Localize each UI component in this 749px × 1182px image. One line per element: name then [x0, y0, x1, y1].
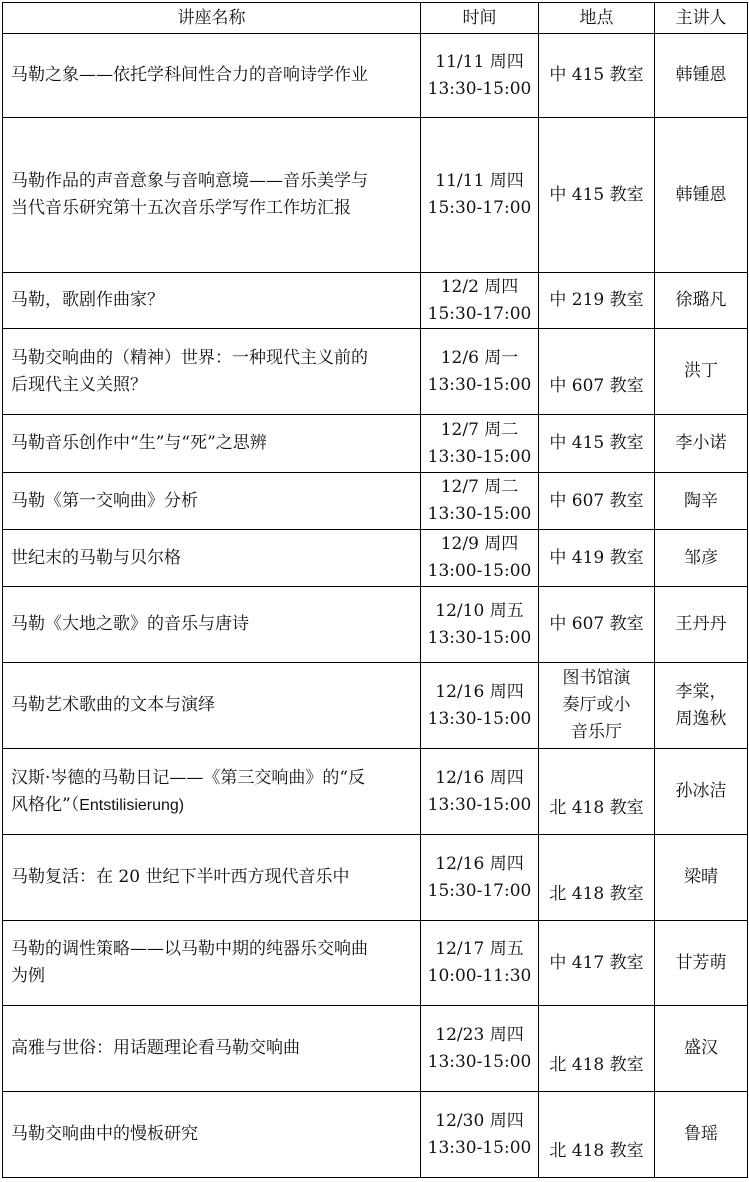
lecture-time: 11/11 周四 15:30-17:00: [421, 118, 539, 273]
lecture-time: 12/6 周一 13:30-15:00: [421, 329, 539, 415]
lecture-location: 北 418 教室: [539, 1092, 655, 1178]
lecture-location: 中 219 教室: [539, 273, 655, 329]
lecture-speaker: 陶辛: [655, 473, 748, 530]
table-row: [3, 273, 748, 329]
lecture-time: 12/10 周五 13:30-15:00: [421, 587, 539, 663]
lecture-title: 马勒音乐创作中“生”与“死”之思辨: [3, 415, 421, 473]
lecture-time: 12/16 周四 15:30-17:00: [421, 835, 539, 921]
lecture-title: 马勒复活：在 20 世纪下半叶西方现代音乐中: [3, 835, 421, 921]
lecture-speaker: 邹彦: [655, 530, 748, 587]
lecture-title: 高雅与世俗：用话题理论看马勒交响曲: [3, 1006, 421, 1092]
lecture-title: 马勒之象——依托学科间性合力的音响诗学作业: [3, 34, 421, 118]
lecture-location: 中 607 教室: [539, 587, 655, 663]
table-row: [3, 663, 748, 749]
lecture-title: 马勒，歌剧作曲家？: [3, 273, 421, 329]
lecture-location: 北 418 教室: [539, 1006, 655, 1092]
table-row: [3, 473, 748, 530]
table-row: [3, 34, 748, 118]
table-row: [3, 530, 748, 587]
lecture-speaker: 甘芳萌: [655, 921, 748, 1006]
header-time: 时间: [421, 3, 539, 34]
lecture-location: 北 418 教室: [539, 835, 655, 921]
lecture-schedule: [2, 2, 747, 1178]
header-location: 地点: [539, 3, 655, 34]
table-row: [3, 749, 748, 835]
lecture-location: 图书馆演 奏厅或小 音乐厅: [539, 663, 655, 749]
lecture-speaker: 梁晴: [655, 835, 748, 921]
lecture-speaker: 洪丁: [655, 329, 748, 415]
lecture-time: 12/23 周四 13:30-15:00: [421, 1006, 539, 1092]
header-row: [3, 3, 748, 34]
lecture-speaker: 徐璐凡: [655, 273, 748, 329]
lecture-location: 中 607 教室: [539, 329, 655, 415]
lecture-speaker: 韩锺恩: [655, 34, 748, 118]
lecture-location: 中 415 教室: [539, 34, 655, 118]
lecture-title: 世纪末的马勒与贝尔格: [3, 530, 421, 587]
table-row: [3, 329, 748, 415]
table-row: [3, 1092, 748, 1178]
lecture-location: 中 415 教室: [539, 415, 655, 473]
table-row: [3, 118, 748, 273]
lecture-time: 12/16 周四 13:30-15:00: [421, 749, 539, 835]
lecture-speaker: 王丹丹: [655, 587, 748, 663]
table-row: [3, 835, 748, 921]
lecture-speaker: 孙冰洁: [655, 749, 748, 835]
table-row: [3, 415, 748, 473]
lecture-title: 马勒《大地之歌》的音乐与唐诗: [3, 587, 421, 663]
header-title: 讲座名称: [3, 3, 421, 34]
lecture-location: 中 607 教室: [539, 473, 655, 530]
lecture-speaker: 李棠， 周逸秋: [655, 663, 748, 749]
lecture-speaker: 韩锺恩: [655, 118, 748, 273]
lecture-time: 12/7 周二 13:30-15:00: [421, 473, 539, 530]
lecture-time: 12/16 周四 13:30-15:00: [421, 663, 539, 749]
title-chinese-part: 风格化”（: [11, 794, 80, 815]
lecture-time: 12/2 周四 15:30-17:00: [421, 273, 539, 329]
lecture-location: 北 418 教室: [539, 749, 655, 835]
lecture-title: 马勒交响曲的（精神）世界：一种现代主义前的 后现代主义关照？: [3, 329, 421, 415]
table-row: [3, 1006, 748, 1092]
title-german-term: Entstilisierung): [79, 796, 185, 814]
lecture-location: 中 419 教室: [539, 530, 655, 587]
lecture-title: 汉斯·岑德的马勒日记——《第三交响曲》的“反 风格化”（Entstilisierung): [3, 749, 421, 835]
lecture-title: 马勒作品的声音意象与音响意境——音乐美学与 当代音乐研究第十五次音乐学写作工作坊汇报: [3, 118, 421, 273]
lecture-title: 马勒的调性策略——以马勒中期的纯器乐交响曲 为例: [3, 921, 421, 1006]
lecture-title: 马勒艺术歌曲的文本与演绎: [3, 663, 421, 749]
lecture-time: 12/30 周四 13:30-15:00: [421, 1092, 539, 1178]
table-row: [3, 587, 748, 663]
lecture-table: [2, 2, 748, 1178]
table-row: [3, 921, 748, 1006]
lecture-time: 11/11 周四 13:30-15:00: [421, 34, 539, 118]
lecture-time: 12/17 周五 10:00-11:30: [421, 921, 539, 1006]
lecture-speaker: 鲁瑶: [655, 1092, 748, 1178]
lecture-speaker: 李小诺: [655, 415, 748, 473]
lecture-location: 中 415 教室: [539, 118, 655, 273]
lecture-time: 12/9 周四 13:00-15:00: [421, 530, 539, 587]
lecture-title: 马勒《第一交响曲》分析: [3, 473, 421, 530]
lecture-title: 马勒交响曲中的慢板研究: [3, 1092, 421, 1178]
lecture-location: 中 417 教室: [539, 921, 655, 1006]
header-speaker: 主讲人: [655, 3, 748, 34]
lecture-speaker: 盛汉: [655, 1006, 748, 1092]
lecture-time: 12/7 周二 13:30-15:00: [421, 415, 539, 473]
